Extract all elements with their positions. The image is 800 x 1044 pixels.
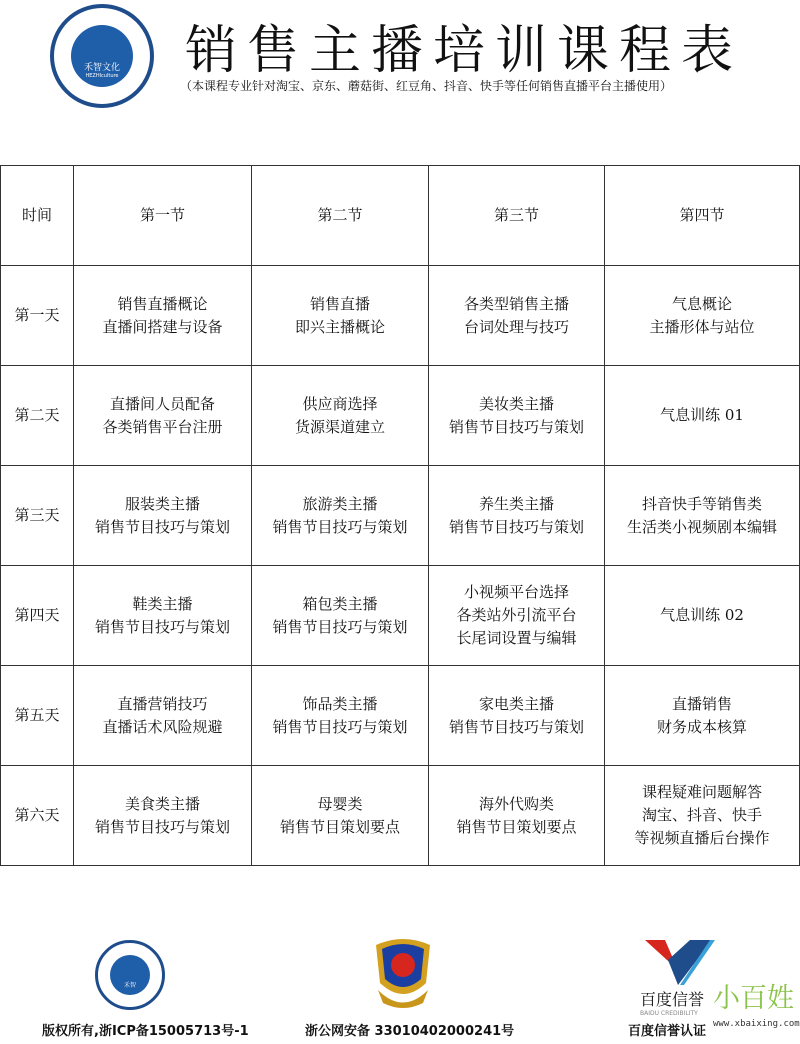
baidu-logo-text: 百度信誉 [640, 990, 705, 1009]
footer-company-logo: 禾智 [95, 940, 165, 1010]
course-cell: 鞋类主播 销售节目技巧与策划 [74, 566, 252, 666]
schedule-table [0, 165, 800, 866]
course-cell: 课程疑难问题解答 淘宝、抖音、快手 等视频直播后台操作 [605, 766, 800, 866]
table-header-row [1, 166, 800, 266]
logo-text-en: HEZHIculture [85, 73, 119, 79]
day-cell: 第五天 [1, 666, 74, 766]
table-row [1, 366, 800, 466]
course-cell: 美妆类主播 销售节目技巧与策划 [429, 366, 605, 466]
day-cell: 第四天 [1, 566, 74, 666]
course-cell: 抖音快手等销售类 生活类小视频剧本编辑 [605, 466, 800, 566]
day-cell: 第三天 [1, 466, 74, 566]
table-row [1, 266, 800, 366]
course-cell: 销售直播概论 直播间搭建与设备 [74, 266, 252, 366]
page-title: 销售主播培训课程表 [185, 21, 744, 81]
copyright-text: 版权所有,浙ICP备15005713号-1 [42, 1024, 249, 1039]
course-cell: 箱包类主播 销售节目技巧与策划 [252, 566, 429, 666]
table-row [1, 566, 800, 666]
table-row [1, 666, 800, 766]
watermark-url: www.xbaixing.com [713, 1019, 800, 1029]
course-cell: 美食类主播 销售节目技巧与策划 [74, 766, 252, 866]
course-cell: 销售直播 即兴主播概论 [252, 266, 429, 366]
baidu-en-text: BAIDU CREDIBILITY [640, 1010, 698, 1017]
course-cell: 直播间人员配备 各类销售平台注册 [74, 366, 252, 466]
header-cell: 第三节 [429, 166, 605, 266]
table-row [1, 466, 800, 566]
course-cell: 饰品类主播 销售节目技巧与策划 [252, 666, 429, 766]
course-cell: 家电类主播 销售节目技巧与策划 [429, 666, 605, 766]
course-cell: 海外代购类 销售节目策划要点 [429, 766, 605, 866]
course-cell: 气息训练 01 [605, 366, 800, 466]
header-cell: 时间 [1, 166, 74, 266]
header-cell: 第四节 [605, 166, 800, 266]
course-cell: 各类型销售主播 台词处理与技巧 [429, 266, 605, 366]
course-cell: 服装类主播 销售节目技巧与策划 [74, 466, 252, 566]
day-cell: 第一天 [1, 266, 74, 366]
header-cell: 第一节 [74, 166, 252, 266]
course-cell: 小视频平台选择 各类站外引流平台 长尾词设置与编辑 [429, 566, 605, 666]
baidu-v-logo-icon [640, 940, 715, 990]
watermark: 小百姓 [713, 983, 794, 1014]
header-cell: 第二节 [252, 166, 429, 266]
baidu-cert-text: 百度信誉认证 [628, 1024, 707, 1039]
table-row [1, 766, 800, 866]
company-logo [50, 4, 154, 108]
page-subtitle: （本课程专业针对淘宝、京东、蘑菇街、红豆角、抖音、快手等任何销售直播平台主播使用） [180, 79, 673, 93]
course-cell: 直播营销技巧 直播话术风险规避 [74, 666, 252, 766]
course-cell: 直播销售 财务成本核算 [605, 666, 800, 766]
police-emblem-icon [368, 935, 438, 1010]
course-cell: 供应商选择 货源渠道建立 [252, 366, 429, 466]
course-cell: 母婴类 销售节目策划要点 [252, 766, 429, 866]
day-cell: 第二天 [1, 366, 74, 466]
logo-text: 禾智文化 [83, 63, 120, 73]
course-cell: 气息概论 主播形体与站位 [605, 266, 800, 366]
day-cell: 第六天 [1, 766, 74, 866]
police-record-text: 浙公网安备 33010402000241号 [305, 1024, 515, 1039]
course-cell: 气息训练 02 [605, 566, 800, 666]
course-cell: 养生类主播 销售节目技巧与策划 [429, 466, 605, 566]
course-cell: 旅游类主播 销售节目技巧与策划 [252, 466, 429, 566]
